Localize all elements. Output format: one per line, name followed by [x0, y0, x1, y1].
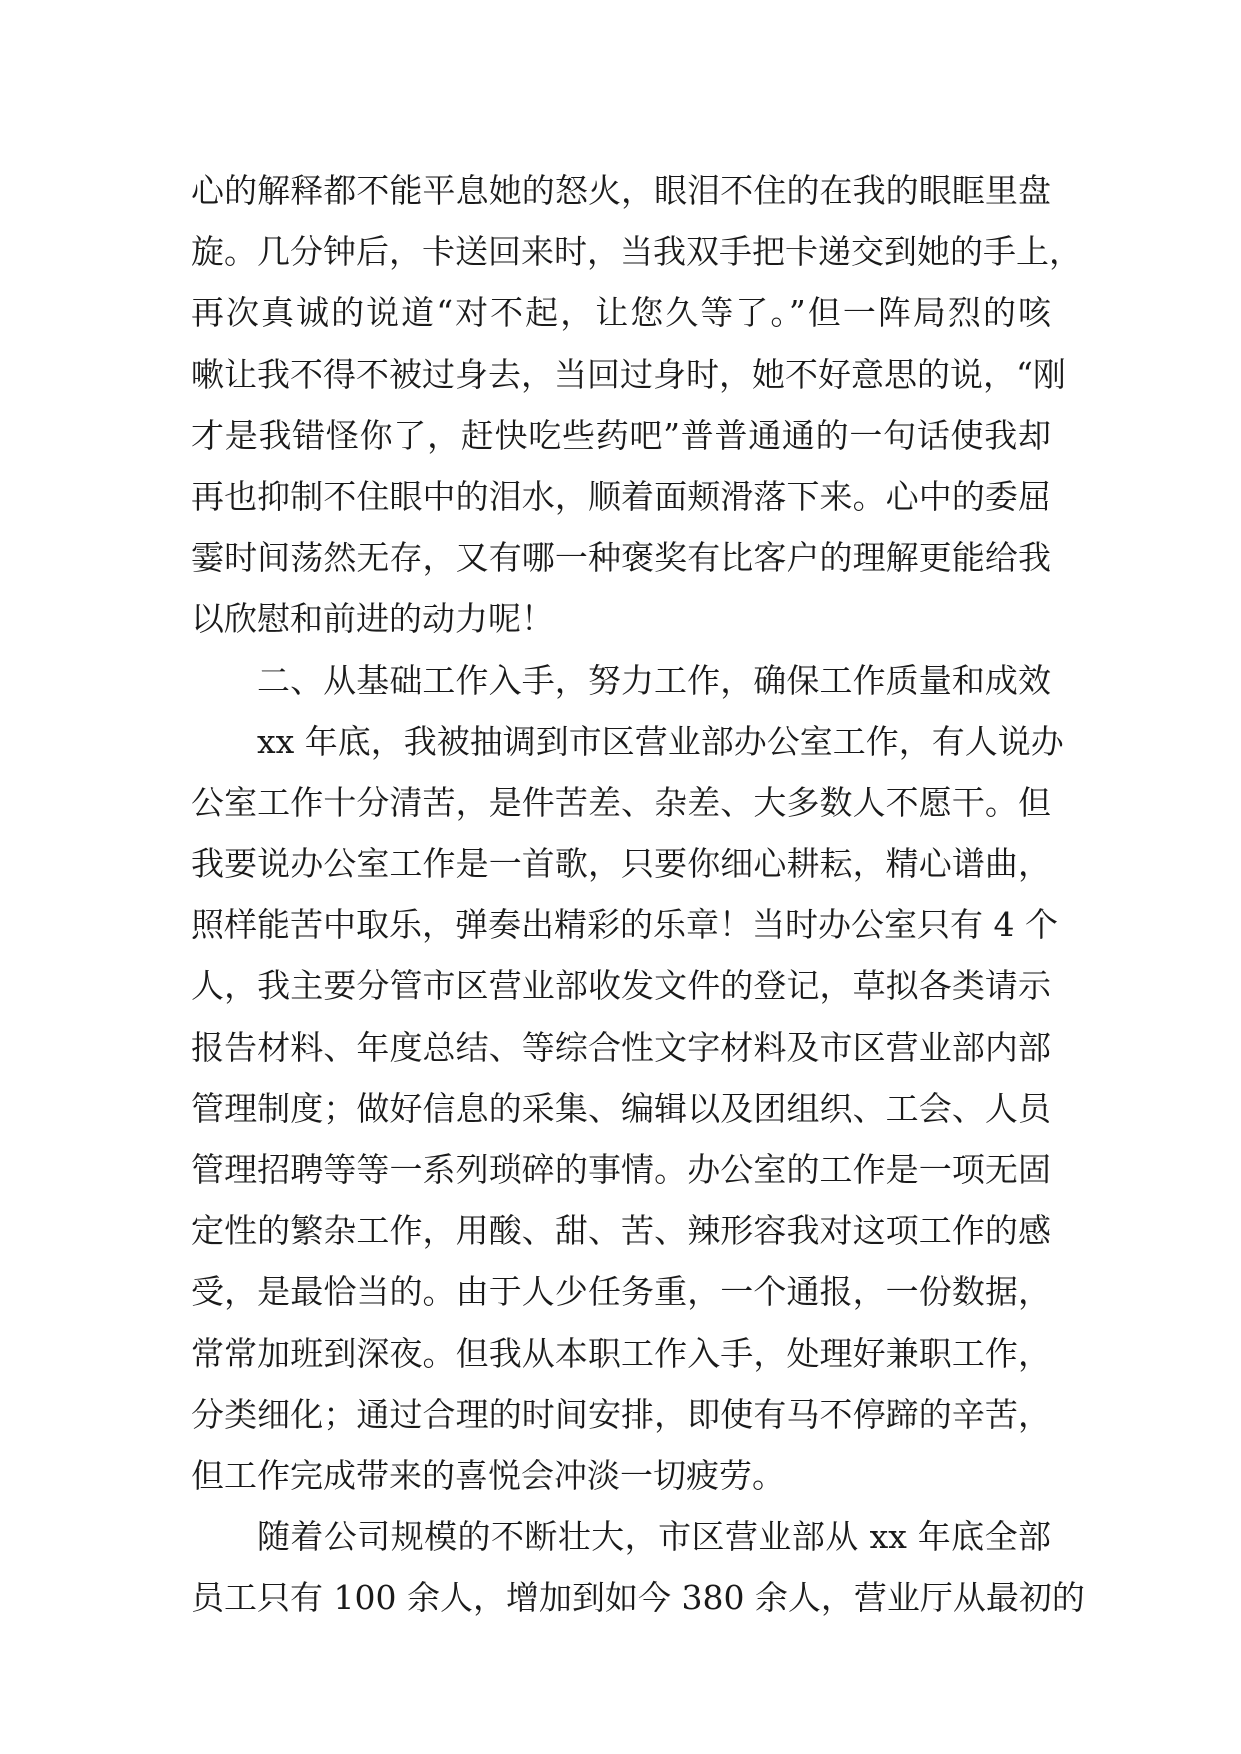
- text-line: 再也抑制不住眼中的泪水，顺着面颊滑落下来。心中的委屈: [191, 476, 1051, 516]
- text-line: 才是我错怪你了，赶快吃些药吧”普普通通的一句话使我却: [191, 415, 1051, 455]
- paragraph-first-line: 随着公司规模的不断壮大，市区营业部从 xx 年底全部: [257, 1517, 1051, 1557]
- text-line: 嗽让我不得不被过身去，当回过身时，她不好意思的说，“刚: [191, 354, 1066, 394]
- paragraph-first-line: xx 年底，我被抽调到市区营业部办公室工作，有人说办: [257, 721, 1064, 761]
- text-line: 我要说办公室工作是一首歌，只要你细心耕耘，精心谱曲，: [191, 844, 1051, 884]
- text-line: 旋。几分钟后，卡送回来时，当我双手把卡递交到她的手上，: [191, 232, 1082, 272]
- text-line: 分类细化；通过合理的时间安排，即使有马不停蹄的辛苦，: [191, 1394, 1051, 1434]
- text-line: 员工只有 100 余人，增加到如今 380 余人，营业厅从最初的: [191, 1578, 1085, 1618]
- body-text: [191, 160, 1085, 1629]
- text-line: 公室工作十分清苦，是件苦差、杂差、大多数人不愿干。但: [191, 782, 1051, 822]
- text-line: 但工作完成带来的喜悦会冲淡一切疲劳。: [191, 1455, 785, 1495]
- paragraph-first-line: 二、从基础工作入手，努力工作，确保工作质量和成效: [257, 660, 1051, 700]
- text-line: 定性的繁杂工作，用酸、甜、苦、辣形容我对这项工作的感: [191, 1211, 1051, 1251]
- text-line: 照样能苦中取乐，弹奏出精彩的乐章！当时办公室只有 4 个: [191, 905, 1058, 945]
- text-line: 报告材料、年度总结、等综合性文字材料及市区营业部内部: [191, 1027, 1051, 1067]
- text-line: 以欣慰和前进的动力呢！: [191, 599, 554, 639]
- text-line: 常常加班到深夜。但我从本职工作入手，处理好兼职工作，: [191, 1333, 1051, 1373]
- text-line: 管理制度；做好信息的采集、编辑以及团组织、工会、人员: [191, 1088, 1051, 1128]
- text-line: 再次真诚的说道“对不起，让您久等了。”但一阵局烈的咳: [191, 293, 1051, 333]
- text-line: 管理招聘等等一系列琐碎的事情。办公室的工作是一项无固: [191, 1150, 1051, 1189]
- text-line: 受，是最恰当的。由于人少任务重，一个通报，一份数据，: [191, 1272, 1051, 1312]
- text-line: 人，我主要分管市区营业部收发文件的登记，草拟各类请示: [191, 966, 1051, 1006]
- text-line: 心的解释都不能平息她的怒火，眼泪不住的在我的眼眶里盘: [191, 171, 1051, 210]
- text-line: 霎时间荡然无存，又有哪一种褒奖有比客户的理解更能给我: [191, 538, 1051, 578]
